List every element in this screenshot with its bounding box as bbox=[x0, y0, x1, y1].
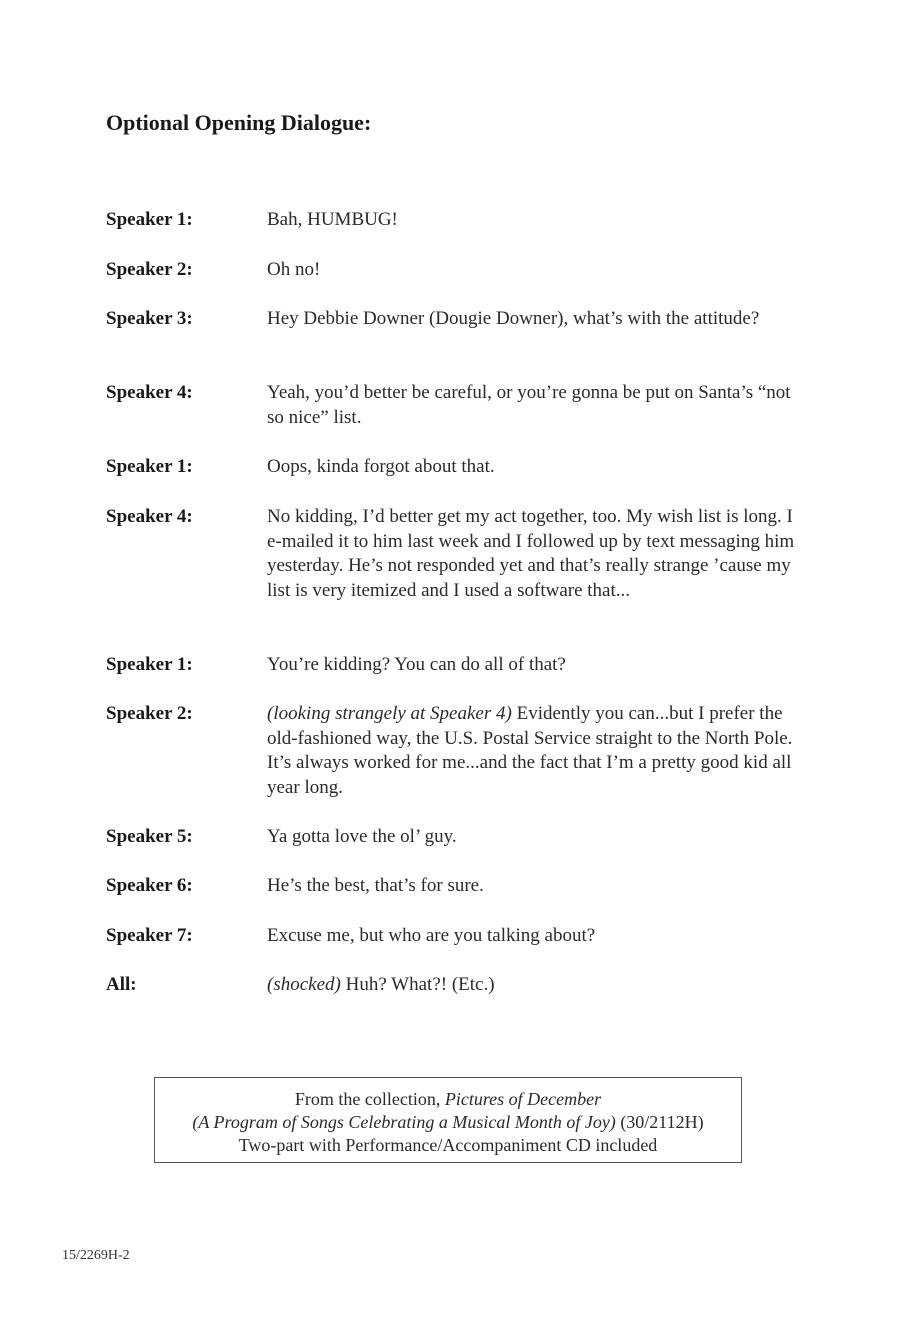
collection-subtitle: (A Program of Songs Celebrating a Musical Month of Joy) bbox=[192, 1112, 616, 1132]
page-code: 15/2269H-2 bbox=[62, 1248, 130, 1263]
speech-content: Hey Debbie Downer (Dougie Downer), what’s with the attitude? bbox=[267, 308, 760, 329]
stage-direction: (shocked) bbox=[267, 974, 341, 995]
credit-line-1 bbox=[155, 1088, 741, 1111]
speech-content: Excuse me, but who are you talking about? bbox=[267, 925, 596, 946]
speech-content: You’re kidding? You can do all of that? bbox=[267, 654, 566, 675]
credit-line-3: Two-part with Performance/Accompaniment CD included bbox=[238, 1135, 658, 1155]
speech-content: Oops, kinda forgot about that. bbox=[267, 456, 495, 477]
speech-text bbox=[267, 653, 807, 678]
speech-text bbox=[267, 825, 807, 850]
speaker-label: Speaker 2: bbox=[106, 259, 193, 280]
speech-text bbox=[267, 307, 807, 332]
collection-title: Pictures of December bbox=[444, 1089, 602, 1109]
speaker-label: All: bbox=[106, 974, 137, 995]
speech-text bbox=[267, 455, 807, 480]
speaker-label: Speaker 2: bbox=[106, 703, 193, 724]
catalog-number: (30/2112H) bbox=[615, 1112, 704, 1132]
speech-content: Ya gotta love the ol’ guy. bbox=[267, 826, 457, 847]
speech-text bbox=[267, 702, 807, 800]
speech-content: Oh no! bbox=[267, 259, 321, 280]
speaker-label: Speaker 5: bbox=[106, 826, 193, 847]
speech-text bbox=[267, 381, 807, 430]
speaker-label: Speaker 4: bbox=[106, 506, 193, 527]
speech-text bbox=[267, 258, 807, 283]
speech-text bbox=[267, 208, 807, 233]
speech-text bbox=[267, 973, 807, 998]
speech-content: Yeah, you’d better be careful, or you’re gonna be put on Santa’s “not so nice” list. bbox=[267, 382, 791, 428]
collection-credit-box bbox=[154, 1077, 742, 1163]
speech-content: Evidently you can...but I prefer the old-fashioned way, the U.S. Postal Service straight to the North Pole. It’s always worked for me...and the fact that I’m a pretty good kid all year long. bbox=[267, 703, 793, 798]
speaker-label: Speaker 1: bbox=[106, 456, 193, 477]
speech-content: No kidding, I’d better get my act together, too. My wish list is long. I e-mailed it to him last week and I followed up by text messaging him yesterday. He’s not responded yet and that’s really strange ’cause my list is very itemized and I used a software that... bbox=[267, 506, 795, 601]
speech-text bbox=[267, 505, 807, 603]
stage-direction: (looking strangely at Speaker 4) bbox=[267, 703, 512, 724]
speaker-label: Speaker 3: bbox=[106, 308, 193, 329]
speech-text bbox=[267, 874, 807, 899]
speaker-label: Speaker 7: bbox=[106, 925, 193, 946]
speech-content: He’s the best, that’s for sure. bbox=[267, 875, 484, 896]
credit-line-2 bbox=[155, 1111, 741, 1134]
speech-text bbox=[267, 924, 807, 949]
speaker-label: Speaker 1: bbox=[106, 209, 193, 230]
speech-content: Bah, HUMBUG! bbox=[267, 209, 398, 230]
speech-content: Huh? What?! (Etc.) bbox=[340, 974, 495, 995]
credit-prefix: From the collection, bbox=[294, 1089, 445, 1109]
page-title: Optional Opening Dialogue: bbox=[106, 110, 372, 135]
speaker-label: Speaker 1: bbox=[106, 654, 193, 675]
speaker-label: Speaker 4: bbox=[106, 382, 193, 403]
speaker-label: Speaker 6: bbox=[106, 875, 193, 896]
